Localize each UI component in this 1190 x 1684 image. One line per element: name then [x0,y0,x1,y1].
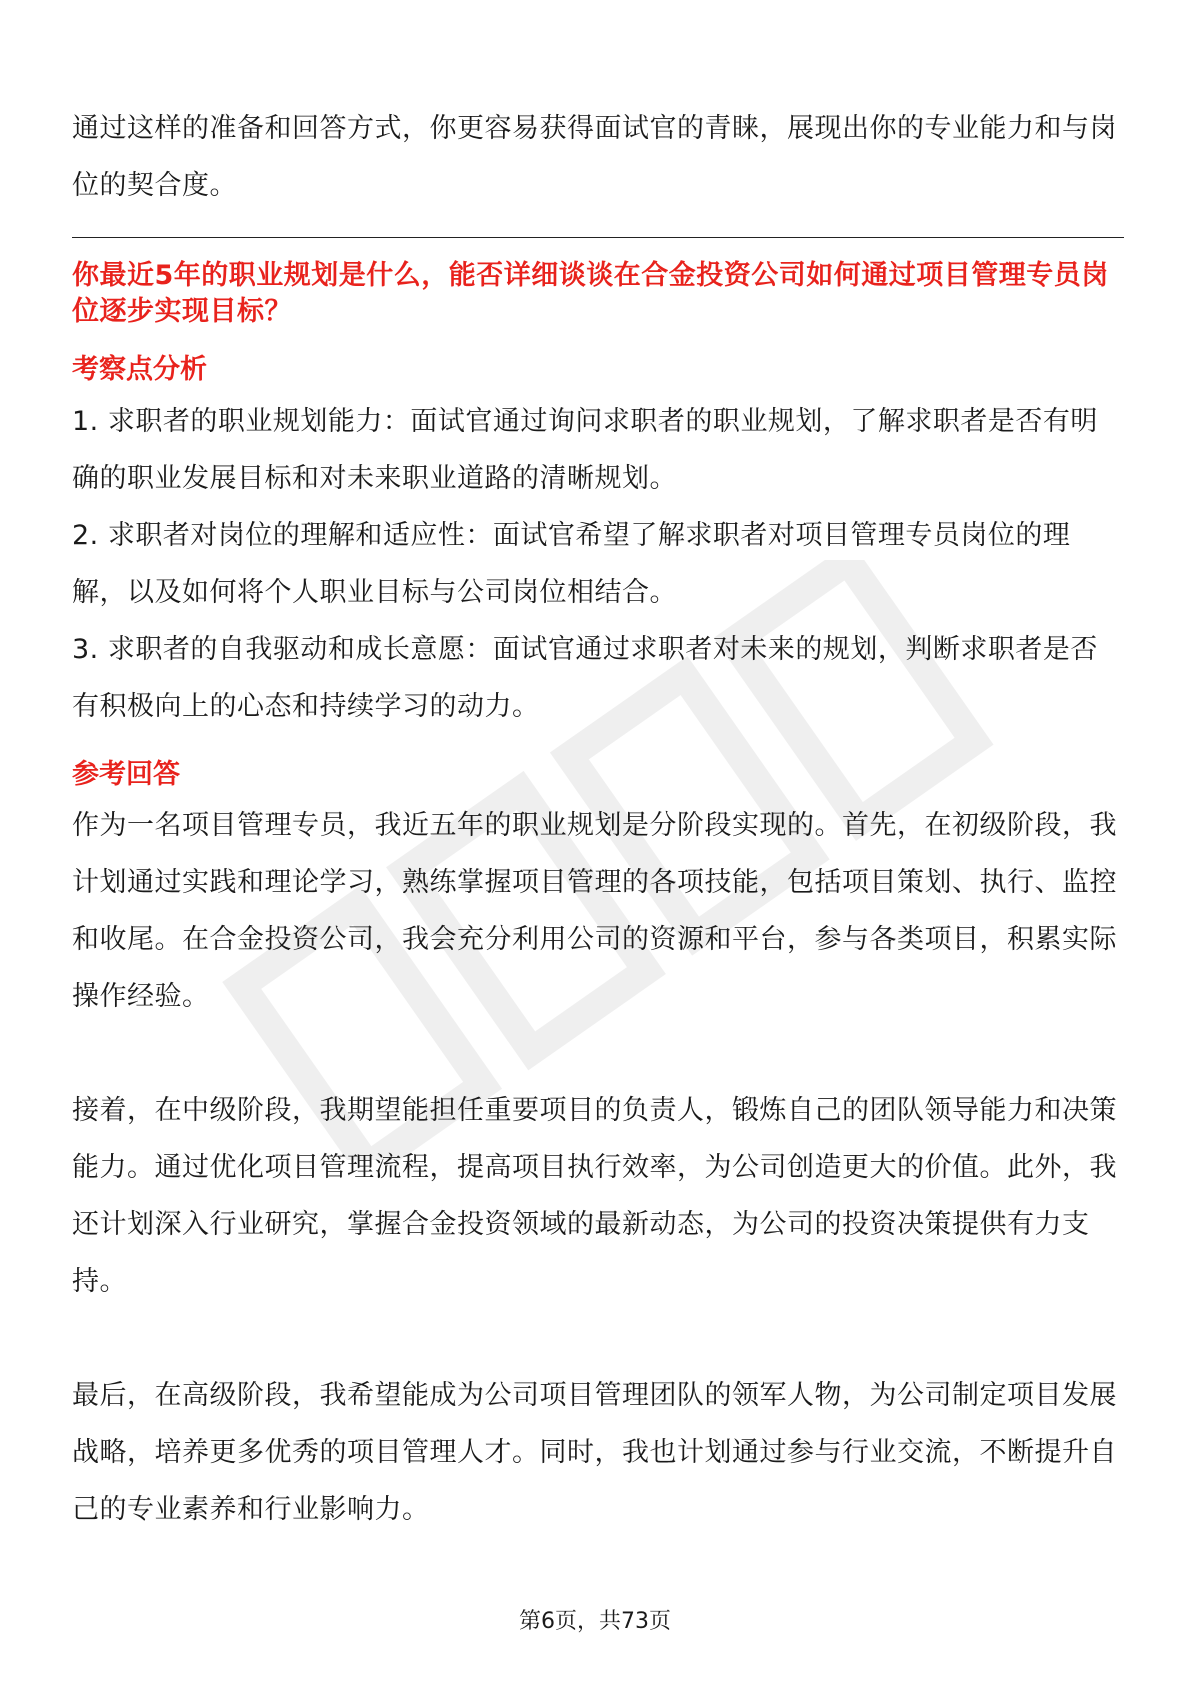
analysis-heading: 考察点分析 [72,354,207,385]
analysis-item: 1. 求职者的职业规划能力：面试官通过询问求职者的职业规划，了解求职者是否有明确的职业发展目标和对未来职业道路的清晰规划。 [72,406,1098,494]
section-divider [72,237,1124,238]
answer-paragraph: 最后，在高级阶段，我希望能成为公司项目管理团队的领军人物，为公司制定项目发展战略，培养更多优秀的项目管理人才。同时，我也计划通过参与行业交流，不断提升自己的专业素养和行业影响力。 [72,1380,1117,1525]
question-heading: 你最近5年的职业规划是什么，能否详细谈谈在合金投资公司如何通过项目管理专员岗位逐步实现目标？ [72,260,1109,327]
page-number: 第6页，共73页 [519,1609,671,1634]
answer-body [72,797,1124,1538]
answer-heading: 参考回答 [72,759,180,790]
analysis-item: 3. 求职者的自我驱动和成长意愿：面试官通过求职者对未来的规划，判断求职者是否有积极向上的心态和持续学习的动力。 [72,634,1098,722]
analysis-list [72,393,1124,735]
answer-paragraph: 接着，在中级阶段，我期望能担任重要项目的负责人，锻炼自己的团队领导能力和决策能力。通过优化项目管理流程，提高项目执行效率，为公司创造更大的价值。此外，我还计划深入行业研究，掌握合金投资领域的最新动态，为公司的投资决策提供有力支持。 [72,1095,1117,1297]
document-page [72,0,1124,1684]
intro-paragraph: 通过这样的准备和回答方式，你更容易获得面试官的青睐，展现出你的专业能力和与岗位的契合度。 [72,113,1117,201]
answer-paragraph: 作为一名项目管理专员，我近五年的职业规划是分阶段实现的。首先，在初级阶段，我计划通过实践和理论学习，熟练掌握项目管理的各项技能，包括项目策划、执行、监控和收尾。在合金投资公司，我会充分利用公司的资源和平台，参与各类项目，积累实际操作经验。 [72,810,1117,1012]
analysis-item: 2. 求职者对岗位的理解和适应性：面试官希望了解求职者对项目管理专员岗位的理解，以及如何将个人职业目标与公司岗位相结合。 [72,520,1071,608]
